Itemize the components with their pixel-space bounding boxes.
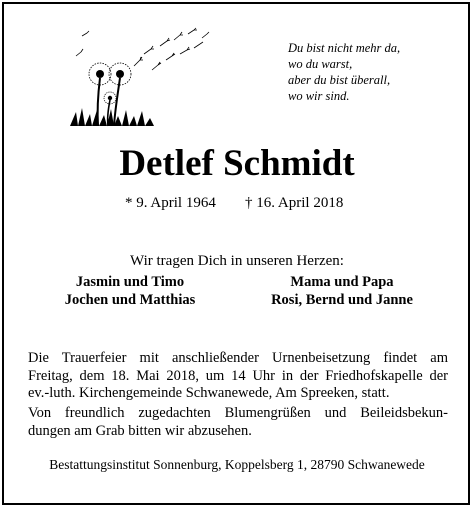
mourner-line: Mama und Papa [290,274,394,290]
poem-line: wo wir sind. [288,89,350,103]
mourners-intro: Wir tragen Dich in unseren Herzen: [130,253,344,269]
poem-line: aber du bist überall, [288,73,391,87]
mourner-line: Jasmin und Timo [75,274,185,290]
mourners-right [248,273,436,309]
paragraph-line: dungen am Grab bitten wir abzusehen. [28,422,252,439]
paragraph-line: Freitag, dem 18. Mai 2018, um 14 Uhr in der Friedhofskapelle der [28,367,448,384]
paragraph-line: Die Trauerfeier mit anschließender Urnenbeisetzung findet am [28,350,448,366]
funeral-home: Bestattungsinstitut Sonnenburg, Koppelsberg 1, 28790 Schwanewede [49,457,425,472]
deceased-name: Detlef Schmidt [119,143,355,184]
birth-date: * 9. April 1964 [125,195,216,211]
funeral-service-paragraph [28,350,448,403]
poem [288,40,458,104]
mourners-left [40,273,220,309]
paragraph-line: Von freundlich zugedachten Blumengrüßen und Beileidsbekun- [28,405,448,421]
condolence-paragraph [28,405,448,440]
paragraph-line: ev.-luth. Kirchengemeinde Schwanewede, Am Spreeken, statt. [28,385,390,401]
mourner-line: Rosi, Bernd und Janne [271,292,413,308]
mourner-line: Jochen und Matthias [64,292,196,308]
poem-line: wo du warst, [288,57,353,71]
poem-line: Du bist nicht mehr da, [288,41,401,55]
death-date: † 16. April 2018 [245,195,344,211]
dandelion-illustration [62,26,212,128]
